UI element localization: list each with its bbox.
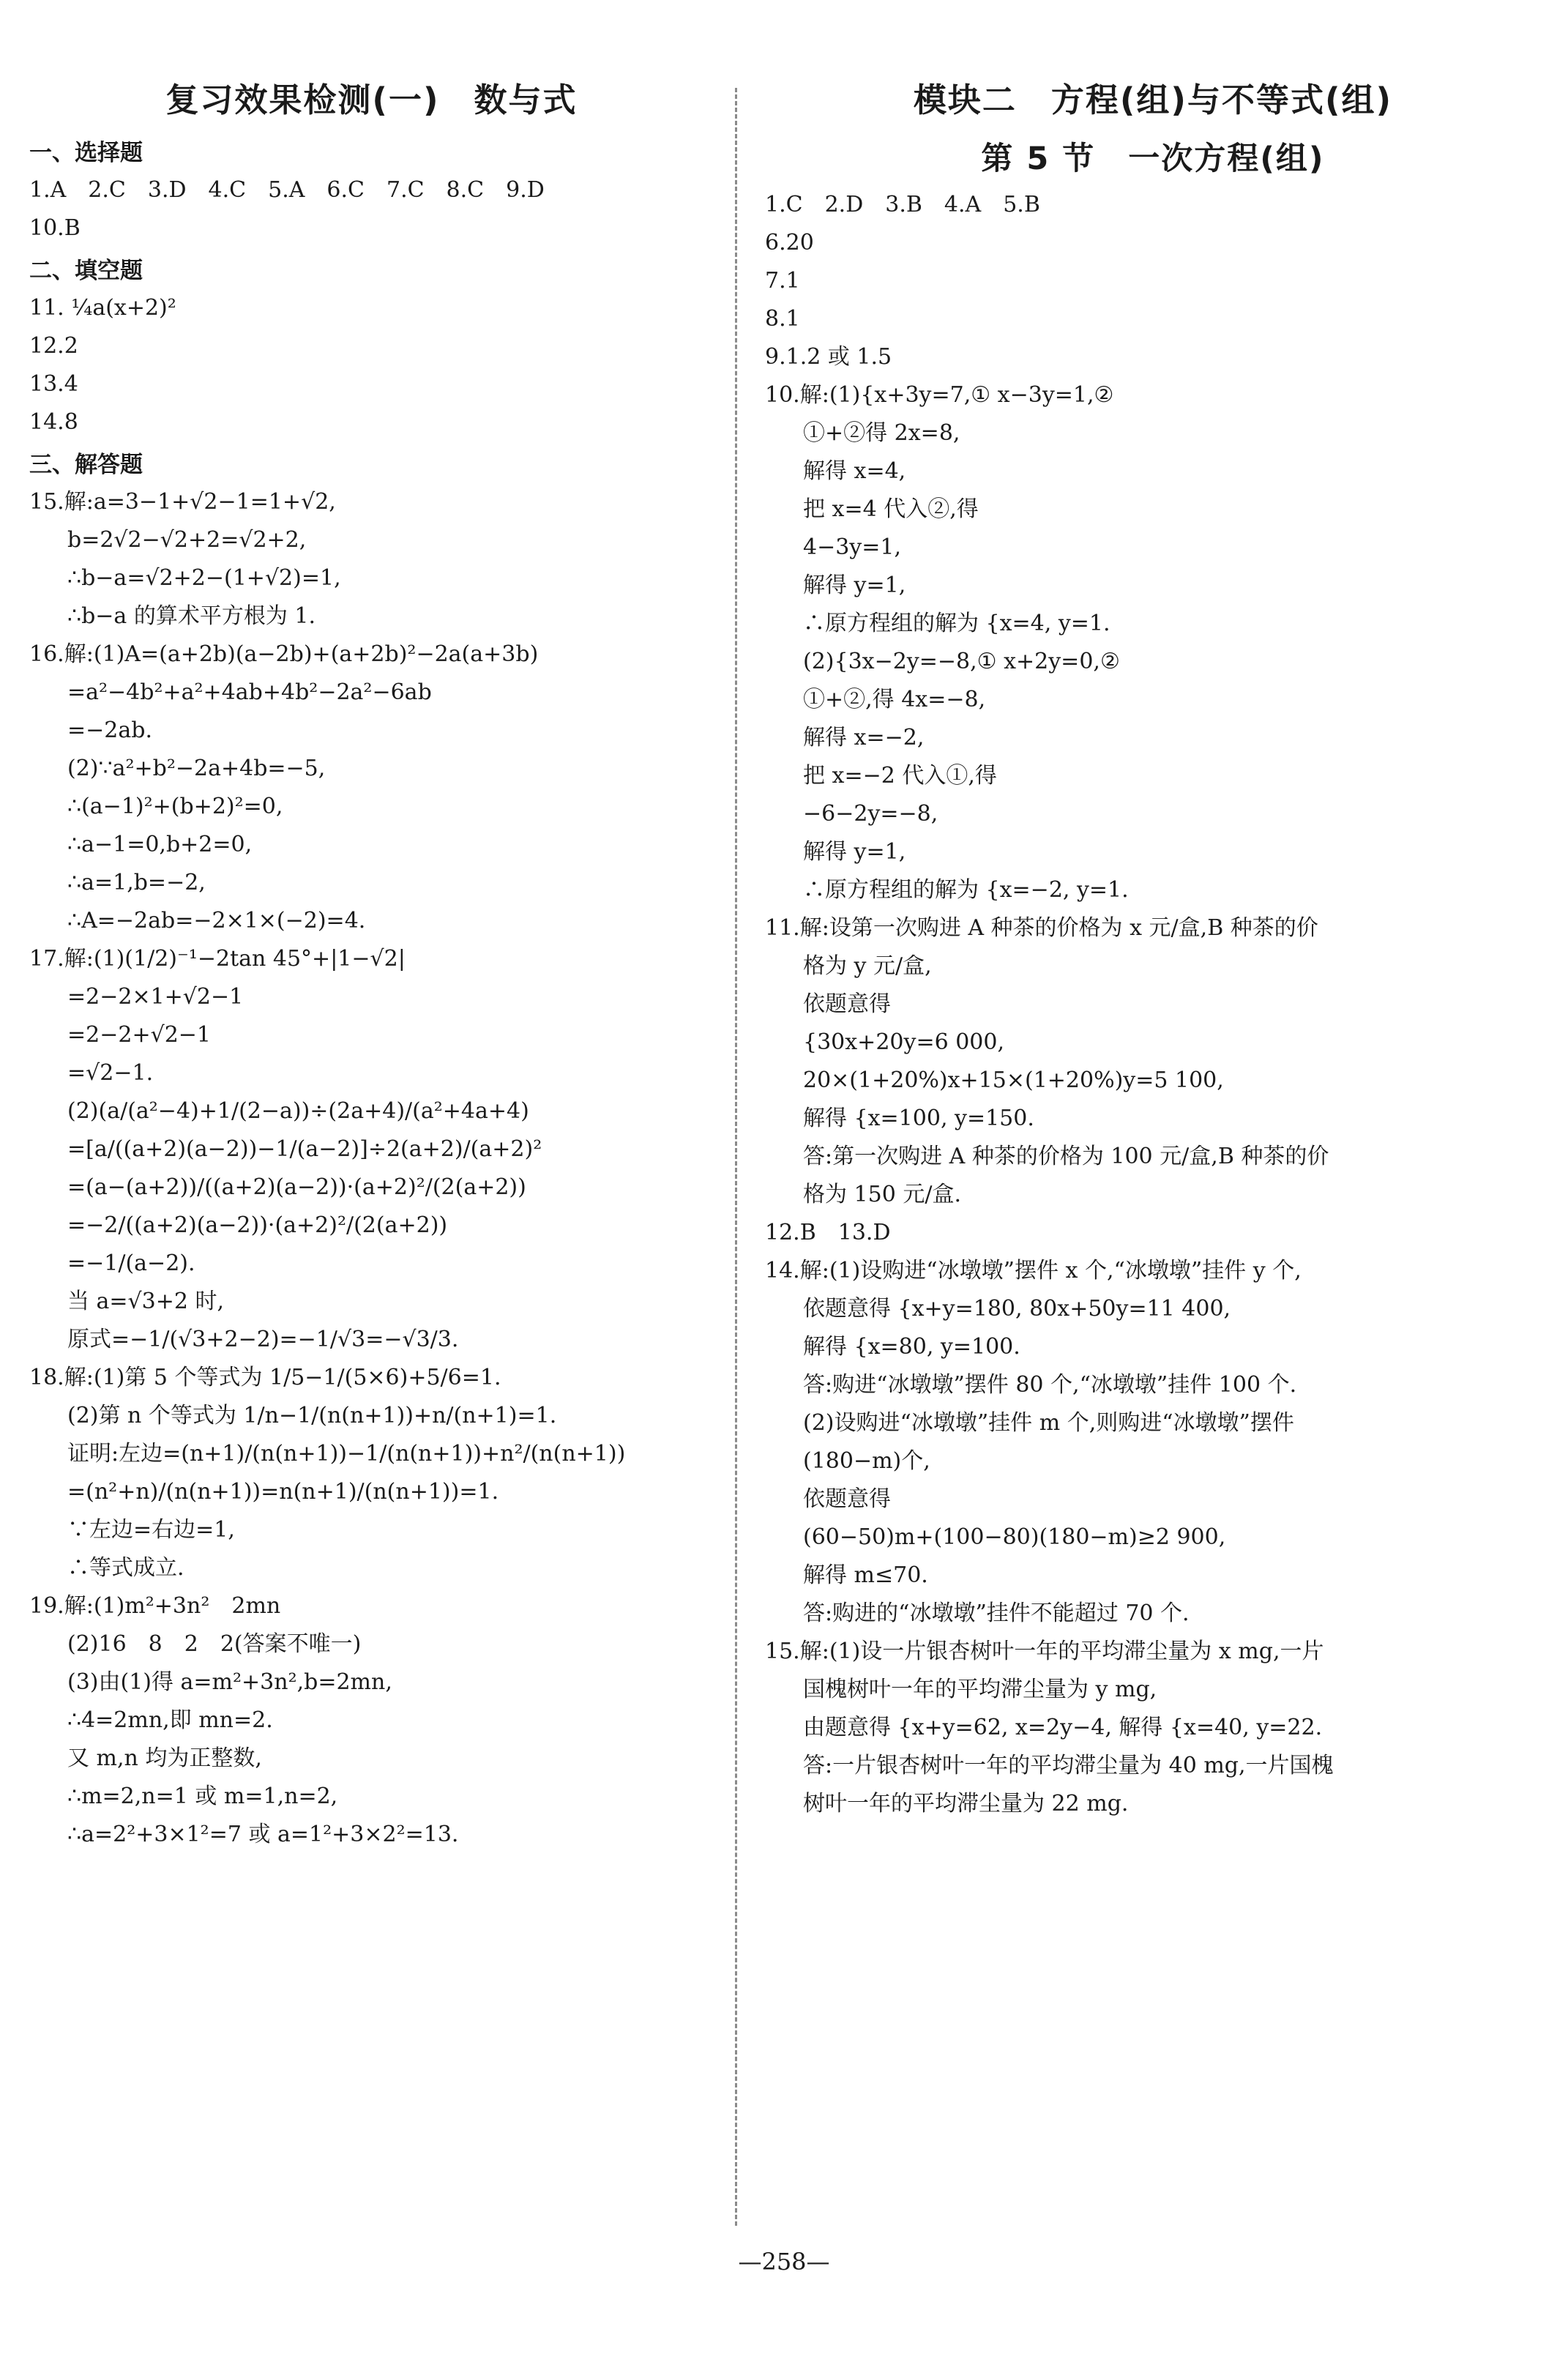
q10-line: 解得 y=1,: [803, 839, 906, 865]
q15-line: ∴b−a=√2+2−(1+√2)=1,: [67, 565, 341, 591]
q17-line: (2)(a/(a²−4)+1/(2−a))÷(2a+4)/(a²+4a+4): [67, 1098, 529, 1124]
q11-line: {30x+20y=6 000,: [803, 1029, 1004, 1055]
q19-line: 又 m,n 均为正整数,: [67, 1745, 262, 1771]
q19-line: (3)由(1)得 a=m²+3n²,b=2mn,: [67, 1669, 392, 1695]
q10-line: 10.解:(1){x+3y=7,① x−3y=1,②: [765, 382, 1114, 408]
q17-line: =−2/((a+2)(a−2))·(a+2)²/(2(a+2)): [67, 1212, 448, 1238]
q16-line: 16.解:(1)A=(a+2b)(a−2b)+(a+2b)²−2a(a+3b): [29, 641, 539, 667]
q14-line: 答:购进的“冰墩墩”挂件不能超过 70 个.: [803, 1601, 1190, 1626]
q18-line: =(n²+n)/(n(n+1))=n(n+1)/(n(n+1))=1.: [67, 1479, 499, 1505]
q15-block: [29, 483, 714, 636]
q18-line: ∴等式成立.: [67, 1555, 184, 1581]
q10-line: (2){3x−2y=−8,① x+2y=0,②: [803, 649, 1120, 674]
q18-line: 18.解:(1)第 5 个等式为 1/5−1/(5×6)+5/6=1.: [29, 1365, 501, 1390]
column-divider: [735, 88, 737, 2226]
q19-block: [29, 1587, 714, 1854]
q16-line: =−2ab.: [67, 718, 152, 743]
q14-block: [765, 1252, 1541, 1633]
page-number: —258—: [738, 2248, 830, 2276]
q19-line: ∴m=2,n=1 或 m=1,n=2,: [67, 1784, 338, 1809]
q14-line: 解得 {x=80, y=100.: [803, 1334, 1020, 1360]
q15-line: ∴b−a 的算术平方根为 1.: [67, 603, 316, 629]
q10-line: 把 x=−2 代入①,得: [803, 763, 997, 789]
q18-line: 证明:左边=(n+1)/(n(n+1))−1/(n(n+1))+n²/(n(n+1)): [67, 1441, 626, 1467]
q16-line: ∴A=−2ab=−2×1×(−2)=4.: [67, 908, 366, 934]
q15-right-line: 树叶一年的平均滞尘量为 22 mg.: [803, 1791, 1129, 1816]
section-fill: 二、填空题: [29, 258, 143, 284]
choice-answers-1: 1.A 2.C 3.D 4.C 5.A 6.C 7.C 8.C 9.D: [29, 177, 545, 203]
q15-right-line: 由题意得 {x+y=62, x=2y−4, 解得 {x=40, y=22.: [803, 1715, 1323, 1740]
fill-11: 11. ¼a(x+2)²: [29, 295, 176, 321]
q17-line: 17.解:(1)(1/2)⁻¹−2tan 45°+|1−√2|: [29, 946, 406, 972]
q17-line: =(a−(a+2))/((a+2)(a−2))·(a+2)²/(2(a+2)): [67, 1174, 526, 1200]
q10-line: ∴原方程组的解为 {x=−2, y=1.: [803, 877, 1129, 903]
q10-line: ①+②得 2x=8,: [803, 420, 960, 446]
right-title: 模块二 方程(组)与不等式(组): [913, 81, 1393, 119]
q16-line: =a²−4b²+a²+4ab+4b²−2a²−6ab: [67, 679, 432, 705]
q10-line: 把 x=4 代入②,得: [803, 496, 979, 522]
q18-block: [29, 1359, 714, 1587]
q16-line: ∴a−1=0,b+2=0,: [67, 832, 253, 857]
q14-line: (2)设购进“冰墩墩”挂件 m 个,则购进“冰墩墩”摆件: [803, 1410, 1294, 1436]
fill-8: 8.1: [765, 306, 800, 332]
fill-7: 7.1: [765, 268, 800, 294]
q14-line: 答:购进“冰墩墩”摆件 80 个,“冰墩墩”挂件 100 个.: [803, 1372, 1297, 1398]
q17-line: 原式=−1/(√3+2−2)=−1/√3=−√3/3.: [67, 1327, 459, 1352]
q11-line: 解得 {x=100, y=150.: [803, 1106, 1034, 1131]
q15-line: b=2√2−√2+2=√2+2,: [67, 527, 307, 553]
q10-line: −6−2y=−8,: [803, 801, 938, 827]
fill-12: 12.2: [29, 333, 78, 359]
q15-right-line: 15.解:(1)设一片银杏树叶一年的平均滞尘量为 x mg,一片: [765, 1639, 1324, 1664]
q11-line: 格为 150 元/盒.: [803, 1182, 961, 1207]
q11-line: 格为 y 元/盒,: [803, 953, 932, 979]
q17-line: =√2−1.: [67, 1060, 154, 1086]
left-title: 复习效果检测(一) 数与式: [165, 81, 578, 119]
q18-line: (2)第 n 个等式为 1/n−1/(n(n+1))+n/(n+1)=1.: [67, 1403, 557, 1428]
choice-answers-2: 10.B: [29, 215, 81, 241]
fill-6: 6.20: [765, 230, 814, 256]
q19-line: ∴4=2mn,即 mn=2.: [67, 1707, 273, 1733]
section-solve: 三、解答题: [29, 452, 143, 478]
q16-line: (2)∵a²+b²−2a+4b=−5,: [67, 756, 326, 781]
q15-line: 15.解:a=3−1+√2−1=1+√2,: [29, 489, 336, 515]
fill-13: 13.4: [29, 371, 78, 397]
q10-line: 4−3y=1,: [803, 534, 902, 560]
q11-line: 答:第一次购进 A 种茶的价格为 100 元/盒,B 种茶的价: [803, 1144, 1329, 1169]
q19-line: ∴a=2²+3×1²=7 或 a=1²+3×2²=13.: [67, 1822, 459, 1847]
q17-block: [29, 940, 714, 1359]
q14-line: (60−50)m+(100−80)(180−m)≥2 900,: [803, 1524, 1226, 1550]
left-column: [29, 73, 714, 1854]
q15-right-line: 答:一片银杏树叶一年的平均滞尘量为 40 mg,一片国槐: [803, 1753, 1334, 1778]
q10-line: ∴原方程组的解为 {x=4, y=1.: [803, 611, 1110, 636]
q14-line: 依题意得 {x+y=180, 80x+50y=11 400,: [803, 1296, 1231, 1322]
q10-line: 解得 y=1,: [803, 573, 906, 598]
q16-line: ∴(a−1)²+(b+2)²=0,: [67, 794, 283, 819]
q14-line: 解得 m≤70.: [803, 1562, 928, 1588]
q11-line: 11.解:设第一次购进 A 种茶的价格为 x 元/盒,B 种茶的价: [765, 915, 1318, 941]
q19-line: 19.解:(1)m²+3n² 2mn: [29, 1593, 281, 1619]
q17-line: =[a/((a+2)(a−2))−1/(a−2)]÷2(a+2)/(a+2)²: [67, 1136, 542, 1162]
q14-line: 依题意得: [803, 1486, 891, 1512]
q10-line: ①+②,得 4x=−8,: [803, 687, 986, 712]
q17-line: 当 a=√3+2 时,: [67, 1289, 225, 1314]
q15-right-line: 国槐树叶一年的平均滞尘量为 y mg,: [803, 1677, 1157, 1702]
right-column: [765, 73, 1541, 1823]
q15-right-block: [765, 1633, 1541, 1823]
fill-14: 14.8: [29, 409, 78, 435]
q17-line: =2−2+√2−1: [67, 1022, 212, 1048]
q12-13: 12.B 13.D: [765, 1220, 891, 1245]
q17-line: =−1/(a−2).: [67, 1251, 195, 1276]
q10-line: 解得 x=−2,: [803, 725, 925, 750]
right-subtitle: 第 5 节 一次方程(组): [981, 141, 1325, 177]
choice-answers-right: 1.C 2.D 3.B 4.A 5.B: [765, 192, 1040, 217]
q14-line: (180−m)个,: [803, 1448, 930, 1474]
q16-line: ∴a=1,b=−2,: [67, 870, 206, 895]
q11-line: 依题意得: [803, 991, 891, 1017]
q10-line: 解得 x=4,: [803, 458, 906, 484]
section-choice: 一、选择题: [29, 140, 143, 166]
q10-block: [765, 376, 1541, 909]
q11-block: [765, 909, 1541, 1214]
q17-line: =2−2×1+√2−1: [67, 984, 244, 1010]
q11-line: 20×(1+20%)x+15×(1+20%)y=5 100,: [803, 1067, 1224, 1093]
q16-block: [29, 636, 714, 940]
fill-9: 9.1.2 或 1.5: [765, 344, 892, 370]
q18-line: ∵左边=右边=1,: [67, 1517, 235, 1543]
q19-line: (2)16 8 2 2(答案不唯一): [67, 1631, 362, 1657]
q14-line: 14.解:(1)设购进“冰墩墩”摆件 x 个,“冰墩墩”挂件 y 个,: [765, 1258, 1302, 1283]
